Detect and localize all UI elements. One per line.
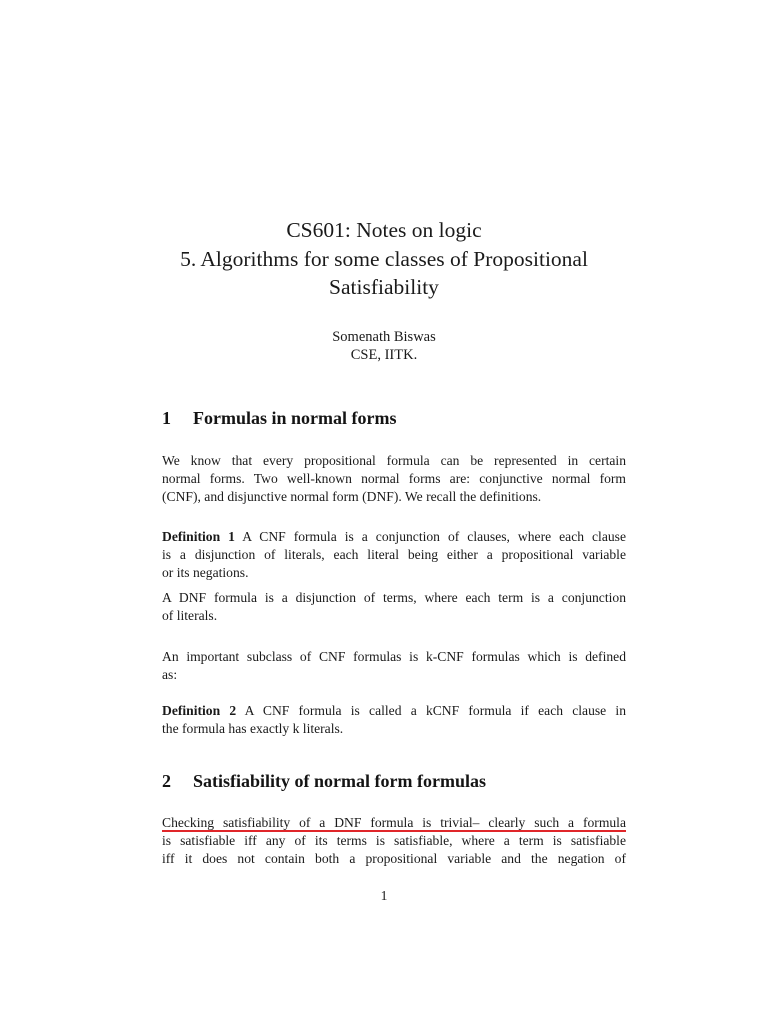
paragraph-line: An important subclass of CNF formulas is k-CNF formulas which is defined [162,649,626,664]
section-2-heading [162,770,486,792]
paragraph-line: We know that every propositional formula can be represented in certain [162,453,626,468]
definition-1-text: A CNF formula is a conjunction of clauses, where each clause [234,529,626,544]
title-line-3: Satisfiability [329,275,439,299]
paragraph-line: of literals. [162,608,218,623]
author-name: Somenath Biswas [332,329,436,345]
title-line-2: 5. Algorithms for some classes of Propositional [180,246,588,271]
section-2-title: Satisfiability of normal form formulas [193,771,486,791]
definition-2-label: Definition 2 [162,703,237,718]
section-1-heading [162,407,396,429]
author-affiliation: CSE, IITK. [350,347,418,363]
paragraph-line [162,528,626,546]
paragraph-line: normal forms. Two well-known normal forms are: conjunctive normal form [162,471,626,486]
paragraph-line: is satisfiable iff any of its terms is satisfiable, where a term is satisfiable [162,833,626,848]
paragraph-line: iff it does not contain both a propositional variable and the negation of [162,851,626,866]
highlighted-sentence: Checking satisfiability of a DNF formula is trivial– clearly such a formula [162,815,626,830]
section-2-paragraph [162,814,626,868]
paragraph-line: or its negations. [162,565,249,580]
section-1-intro-paragraph [162,452,626,506]
paragraph-line [162,814,626,832]
section-1-number: 1 [162,408,171,428]
definition-2-text: A CNF formula is called a kCNF formula if each clause in [236,703,626,718]
definition-2 [162,702,626,738]
page-number: 1 [380,888,388,903]
section-2-number: 2 [162,771,171,791]
section-1-title: Formulas in normal forms [193,408,397,428]
subclass-paragraph [162,648,626,684]
document-title [0,216,768,302]
paragraph-line [162,702,626,720]
title-line-1: CS601: Notes on logic [286,218,482,242]
dnf-definition-paragraph [162,589,626,625]
paragraph-line: as: [162,667,178,682]
paragraph-line: is a disjunction of literals, each literal being either a propositional variable [162,547,626,562]
paragraph-line: the formula has exactly k literals. [162,721,344,736]
paragraph-line: A DNF formula is a disjunction of terms, where each term is a conjunction [162,590,626,605]
author-block [0,328,768,364]
paragraph-line: (CNF), and disjunctive normal form (DNF). We recall the definitions. [162,489,542,504]
definition-1-label: Definition 1 [162,529,235,544]
definition-1 [162,528,626,582]
